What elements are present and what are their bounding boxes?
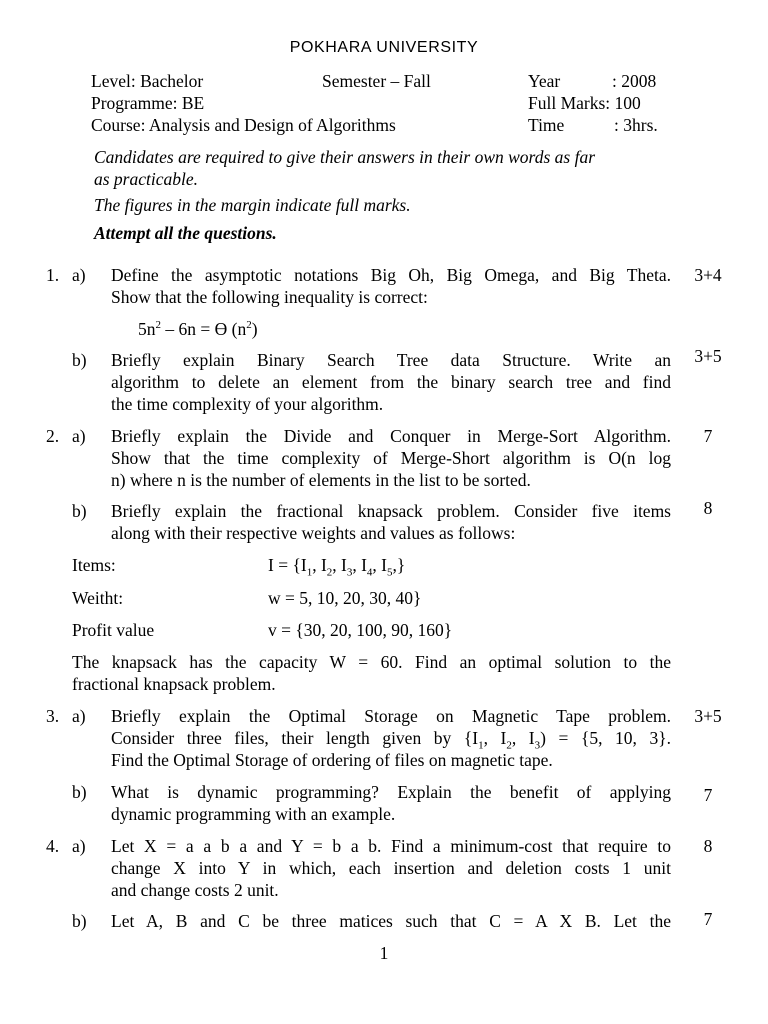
q2a-line-2: Show that the time complexity of Merge-Short algorithm is O(n log: [111, 448, 671, 468]
semester-text: Semester – Fall: [322, 71, 431, 91]
q2a-line-1: Briefly explain the Divide and Conquer in Merge-Sort Algorithm.: [111, 426, 671, 446]
q2a-line-3: n) where n is the number of elements in the list to be sorted.: [111, 470, 531, 490]
q2b-label: b): [72, 501, 87, 521]
q1b-line-2: algorithm to delete an element from the binary search tree and find: [111, 372, 671, 392]
q3b-line-1: What is dynamic programming? Explain the benefit of applying: [111, 782, 671, 802]
q1a-line-2: Show that the following inequality is correct:: [111, 287, 428, 307]
q1b-marks: 3+5: [694, 346, 722, 366]
q2b-marks: 8: [703, 498, 713, 518]
course-text: Course: Analysis and Design of Algorithms: [91, 115, 396, 135]
q1a-marks: 3+4: [694, 265, 722, 285]
q3b-marks: 7: [703, 785, 713, 805]
q1b-line-1: Briefly explain Binary Search Tree data Structure. Write an: [111, 350, 671, 370]
weight-value: w = 5, 10, 20, 30, 40}: [268, 588, 422, 608]
year-value: : 2008: [612, 71, 657, 91]
instruction-line-2: as practicable.: [94, 169, 199, 189]
q2b-line-2: along with their respective weights and values as follows:: [111, 523, 516, 543]
q2b-line-1: Briefly explain the fractional knapsack problem. Consider five items: [111, 501, 671, 521]
question-number-4: 4.: [46, 836, 60, 856]
q4b-marks: 7: [703, 909, 713, 929]
level-text: Level: Bachelor: [91, 71, 204, 91]
q3b-line-2: dynamic programming with an example.: [111, 804, 396, 824]
q1a-line-1: Define the asymptotic notations Big Oh, Big Omega, and Big Theta.: [111, 265, 671, 285]
full-marks-text: Full Marks: 100: [528, 93, 641, 113]
year-label: Year: [528, 71, 561, 91]
q1a-equation: $5n^2 - 6n = ϴ$ $(n^2)$: [138, 319, 258, 339]
weight-label: Weitht:: [72, 588, 124, 608]
capacity-line-2: fractional knapsack problem.: [72, 674, 276, 694]
q4a-line-2: change X into Y in which, each insertion and deletion costs 1 unit: [111, 858, 671, 878]
q2a-label: a): [72, 426, 86, 446]
instruction-line-4: Attempt all the questions.: [94, 223, 277, 243]
question-number-2: 2.: [46, 426, 60, 446]
capacity-line-1: The knapsack has the capacity W = 60. Find an optimal solution to the: [72, 652, 671, 672]
q3a-line-1: Briefly explain the Optimal Storage on Magnetic Tape problem.: [111, 706, 671, 726]
question-number-3: 3.: [46, 706, 60, 726]
q4b-label: b): [72, 911, 87, 931]
q4b-line-1: Let A, B and C be three matices such that C = A X B. Let the: [111, 911, 671, 931]
profit-label: Profit value: [72, 620, 155, 640]
q2a-marks: 7: [703, 426, 713, 446]
instruction-line-1: Candidates are required to give their answers in their own words as far: [94, 147, 596, 167]
q1b-line-3: the time complexity of your algorithm.: [111, 394, 384, 414]
question-number-1: 1.: [46, 265, 60, 285]
q3b-label: b): [72, 782, 87, 802]
q3a-line-2: Consider three files, their length given by {$I_1$, $I_2$, $I_3) = \{5$, 10, 3}.: [111, 728, 672, 752]
instruction-line-3: The figures in the margin indicate full marks.: [94, 195, 411, 215]
q4a-marks: 8: [703, 836, 713, 856]
q3a-line-3: Find the Optimal Storage of ordering of files on magnetic tape.: [111, 750, 553, 770]
university-title: POKHARA UNIVERSITY: [289, 39, 479, 56]
q4a-line-3: and change costs 2 unit.: [111, 880, 279, 900]
q4a-line-1: Let X = a a b a and Y = b a b. Find a minimum-cost that require to: [111, 836, 671, 856]
programme-text: Programme: BE: [91, 93, 205, 113]
time-value: : 3hrs.: [614, 115, 658, 135]
page-number: 1: [379, 943, 389, 963]
profit-value: v = {30, 20, 100, 90, 160}: [268, 620, 453, 640]
time-label: Time: [528, 115, 565, 135]
items-value: $I = \{I_1$, $I_2$, $I_3$, $I_4$, $I_5$,}: [268, 555, 406, 579]
q3a-label: a): [72, 706, 86, 726]
q3a-marks: 3+5: [694, 706, 722, 726]
q1a-label: a): [72, 265, 86, 285]
q1b-label: b): [72, 350, 87, 370]
q4a-label: a): [72, 836, 86, 856]
items-label: Items:: [72, 555, 116, 575]
